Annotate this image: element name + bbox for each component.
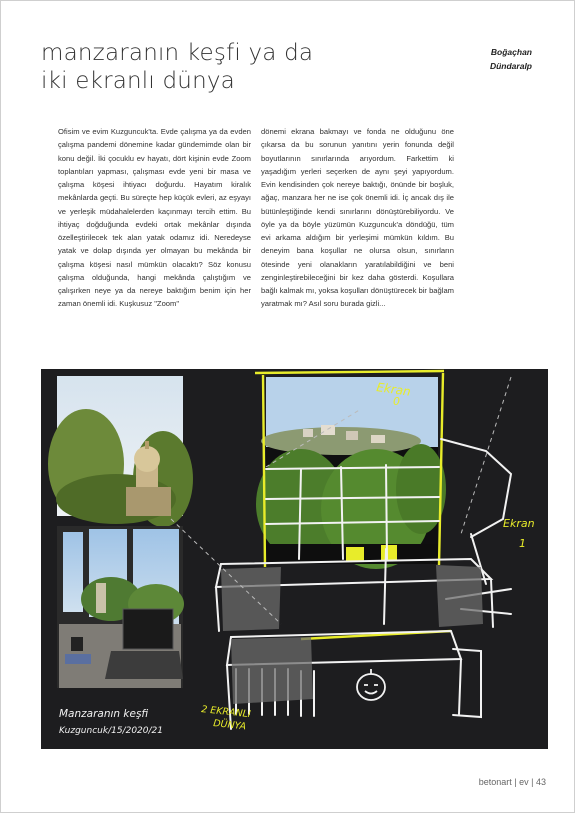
article-title — [41, 39, 421, 95]
author-last-name: Dündaralp — [489, 61, 532, 71]
caption-dunya: DÜNYA — [212, 718, 247, 733]
footer-magazine-name: betonart — [478, 777, 512, 787]
footer-separator-2: | — [531, 777, 536, 787]
annotation-ekran-1: Ekran — [503, 517, 535, 530]
annotation-ekran-1-num: 1 — [519, 537, 526, 550]
annotation-ekran-0-num: 0 — [393, 395, 400, 408]
article-title-line-1: manzaranın keşfi ya da — [41, 40, 314, 66]
footer-section-name: ev — [519, 777, 529, 787]
sketch-figure — [41, 369, 548, 749]
sketch-illustration — [41, 369, 548, 749]
author-byline — [490, 45, 532, 73]
photo-desk-laptop — [57, 526, 184, 688]
sketch-window-landscape — [256, 377, 446, 569]
author-first-name: Boğaçhan — [490, 47, 532, 57]
caption-manzaranin-kesfi: Manzaranın keşfi — [59, 708, 149, 720]
footer-page-number: 43 — [535, 777, 546, 787]
annotation-ekran-0: Ekran — [375, 380, 412, 399]
body-column-1: Ofisim ve evim Kuzguncuk'ta. Evde çalışma ya da evden çalışma pandemi dönemine kadar gündemimde olan bir konu değil. İki çocuklu ev hayatı, dört kişinin evde Zoom toplantıları yapması, çalışması evde yeni bir masa ve çalışma köşesi ihtiyacı doğurdu. Hayatım kiralık mekânlarda geçti. Bu süreçte hep küçük evleri, az eşyayı ve yerleşik müdahalelerden kaçınmayı tercih ettim. Bu ihtiyaç doğduğunda evdeki ortak mekânlar dışında özelleştirilecek tek alan yatak odamız idi. Neredeyse yatak ve dolap dışında yer olmayan bu mekânda bir çalışma köşesi nasıl mümkün olacaktı? Söz konusu çalışma olduğunda, hangi mekânda çalıştığım ve çalışırken neye ya da nereye baktığım benim için her zaman önemli idi. Kuşkusuz "Zoom" — [58, 127, 251, 309]
article-title-line-2: iki ekranlı dünya — [41, 68, 235, 94]
page-footer — [479, 777, 546, 787]
caption-location-date: Kuzguncuk/15/2020/21 — [59, 726, 163, 736]
caption-iki-ekranli: 2 EKRANLI — [200, 704, 252, 721]
body-column-2: dönemi ekrana bakmayı ve fonda ne olduğunu öne çıkarsa da bu sorunun yanıtını yerin fonunda değil boyutlarının sınırlarında arıyordum. Farkettim ki yaşadığım yerleri seçerken de aynı şeyi yapıyordum. Evin kendisinden çok nereye baktığı, önünde bir boşluk, ağaç, manzara her ne ise çok önemli idi. İç ancak dış ile bütünleştiğinde kendi sınırlarını dönüştürebiliyordu. Ve öyle ya da böyle yüzümün Kuzguncuk'a döndüğü, tüm evi arkama aldığım bir yerleşimi mümkün kıldım. Bu deneyim bana koşullar ne olursa olsun, sınırların ötesinde yeni olanakların yaratılabildiğini ve beni zenginleştirebileceğini bir kez daha gösterdi. Koşullara bağlı kalmak mı, yoksa koşulları dönüştürecek bir bağlam yaratmak mı? Asıl soru burada gizli... — [261, 127, 454, 309]
photo-mosque-view — [48, 376, 193, 527]
footer-separator-1: | — [514, 777, 520, 787]
